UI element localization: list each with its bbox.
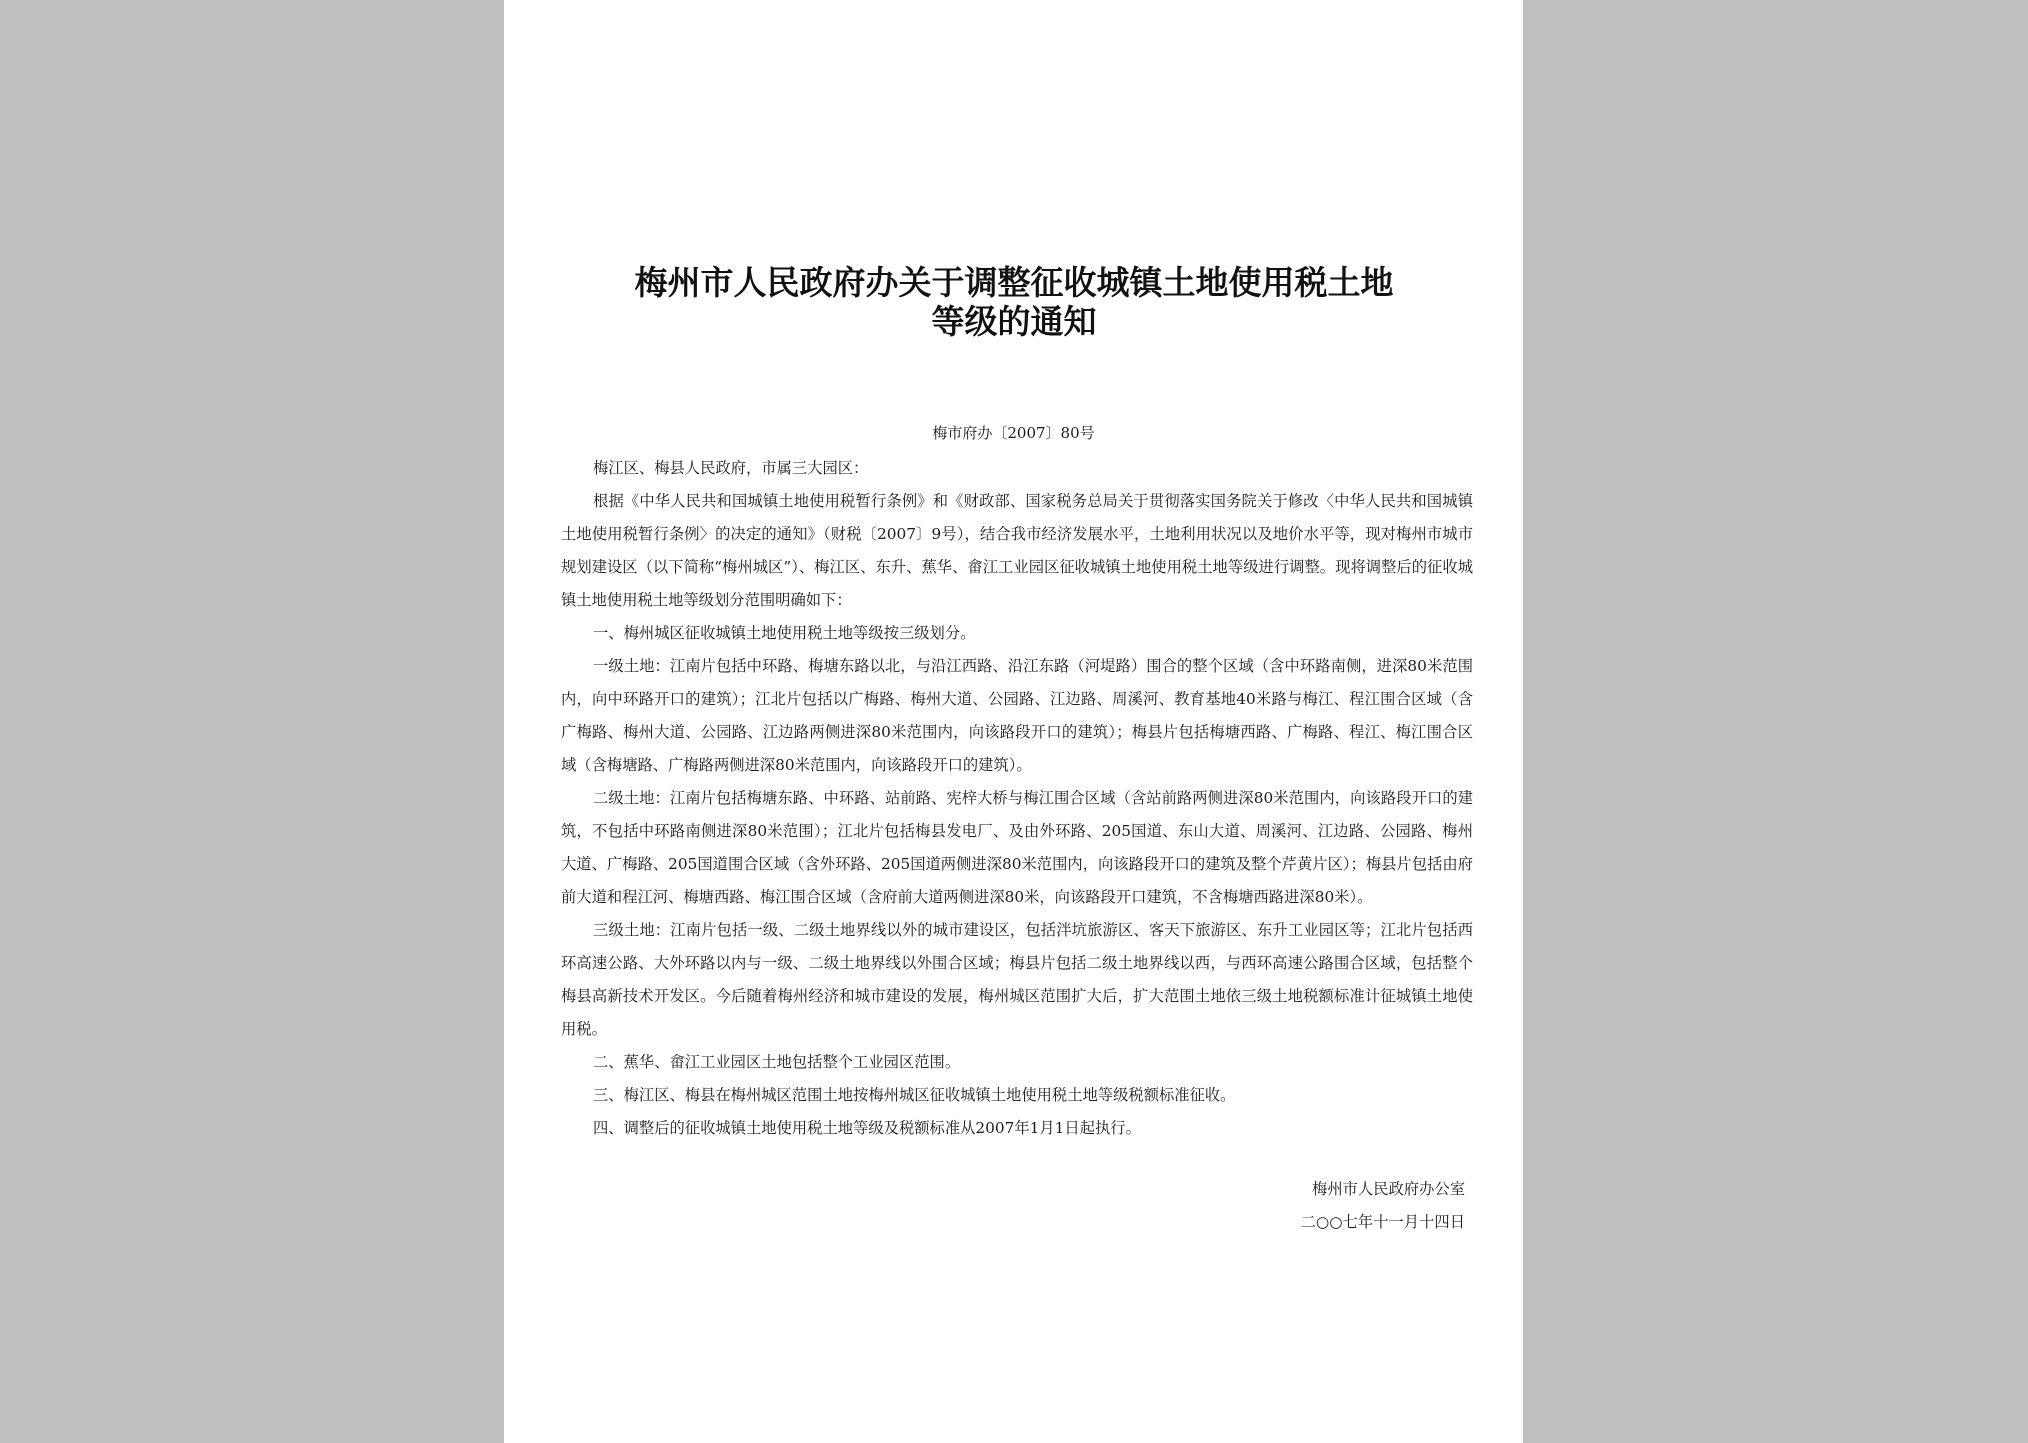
paragraph: 二级土地：江南片包括梅塘东路、中环路、站前路、宪梓大桥与梅江围合区域（含站前路两侧进深80米范围内，向该路段开口的建筑，不包括中环路南侧进深80米范围）；江北片包括梅县发电厂、及由外环路、205国道、东山大道、周溪河、江边路、公园路、梅州大道、广梅路、205国道围合区域（含外环路、205国道两侧进深80米范围内，向该路段开口的建筑及整个芹黄片区）；梅县片包括由府前大道和程江河、梅塘西路、梅江围合区域（含府前大道两侧进深80米，向该路段开口建筑，不含梅塘西路进深80米）。: [561, 789, 1473, 906]
paragraph: 三、梅江区、梅县在梅州城区范围土地按梅州城区征收城镇土地使用税土地等级税额标准征收。: [593, 1086, 1236, 1104]
document-body: [561, 452, 1473, 1145]
paragraph: 四、调整后的征收城镇土地使用税土地等级及税额标准从2007年1月1日起执行。: [593, 1119, 1141, 1137]
document-title-line-1: 梅州市人民政府办关于调整征收城镇土地使用税土地: [634, 263, 1394, 302]
document-page: [504, 0, 1523, 1443]
paragraph: 三级土地：江南片包括一级、二级土地界线以外的城市建设区，包括泮坑旅游区、客天下旅游区、东升工业园区等；江北片包括西环高速公路、大外环路以内与一级、二级土地界线以外围合区域；梅县片包括二级土地界线以西，与西环高速公路围合区域，包括整个梅县高新技术开发区。今后随着梅州经济和城市建设的发展，梅州城区范围扩大后，扩大范围土地依三级土地税额标准计征城镇土地使用税。: [561, 921, 1473, 1038]
paragraph: 一级土地：江南片包括中环路、梅塘东路以北，与沿江西路、沿江东路（河堤路）围合的整个区域（含中环路南侧，进深80米范围内，向中环路开口的建筑）；江北片包括以广梅路、梅州大道、公园路、江边路、周溪河、教育基地40米路与梅江、程江围合区域（含广梅路、梅州大道、公园路、江边路两侧进深80米范围内，向该路段开口的建筑）；梅县片包括梅塘西路、广梅路、程江、梅江围合区域（含梅塘路、广梅路两侧进深80米范围内，向该路段开口的建筑）。: [561, 657, 1473, 774]
signature-date: 二○○七年十一月十四日: [1300, 1213, 1465, 1231]
document-number: 梅市府办〔2007〕80号: [932, 424, 1095, 442]
paragraph: 根据《中华人民共和国城镇土地使用税暂行条例》和《财政部、国家税务总局关于贯彻落实国务院关于修改〈中华人民共和国城镇土地使用税暂行条例〉的决定的通知》（财税〔2007〕9号），结合我市经济发展水平，土地利用状况以及地价水平等，现对梅州市城市规划建设区（以下简称“梅州城区”）、梅江区、东升、蕉华、畲江工业园区征收城镇土地使用税土地等级进行调整。现将调整后的征收城镇土地使用税土地等级划分范围明确如下：: [561, 492, 1473, 609]
paragraph: 二、蕉华、畲江工业园区土地包括整个工业园区范围。: [593, 1053, 961, 1071]
document-title-line-2: 等级的通知: [931, 302, 1097, 341]
paragraph: 一、梅州城区征收城镇土地使用税土地等级按三级划分。: [593, 624, 976, 642]
signatory: 梅州市人民政府办公室: [1312, 1180, 1465, 1198]
addressee: 梅江区、梅县人民政府，市属三大园区：: [593, 459, 869, 477]
